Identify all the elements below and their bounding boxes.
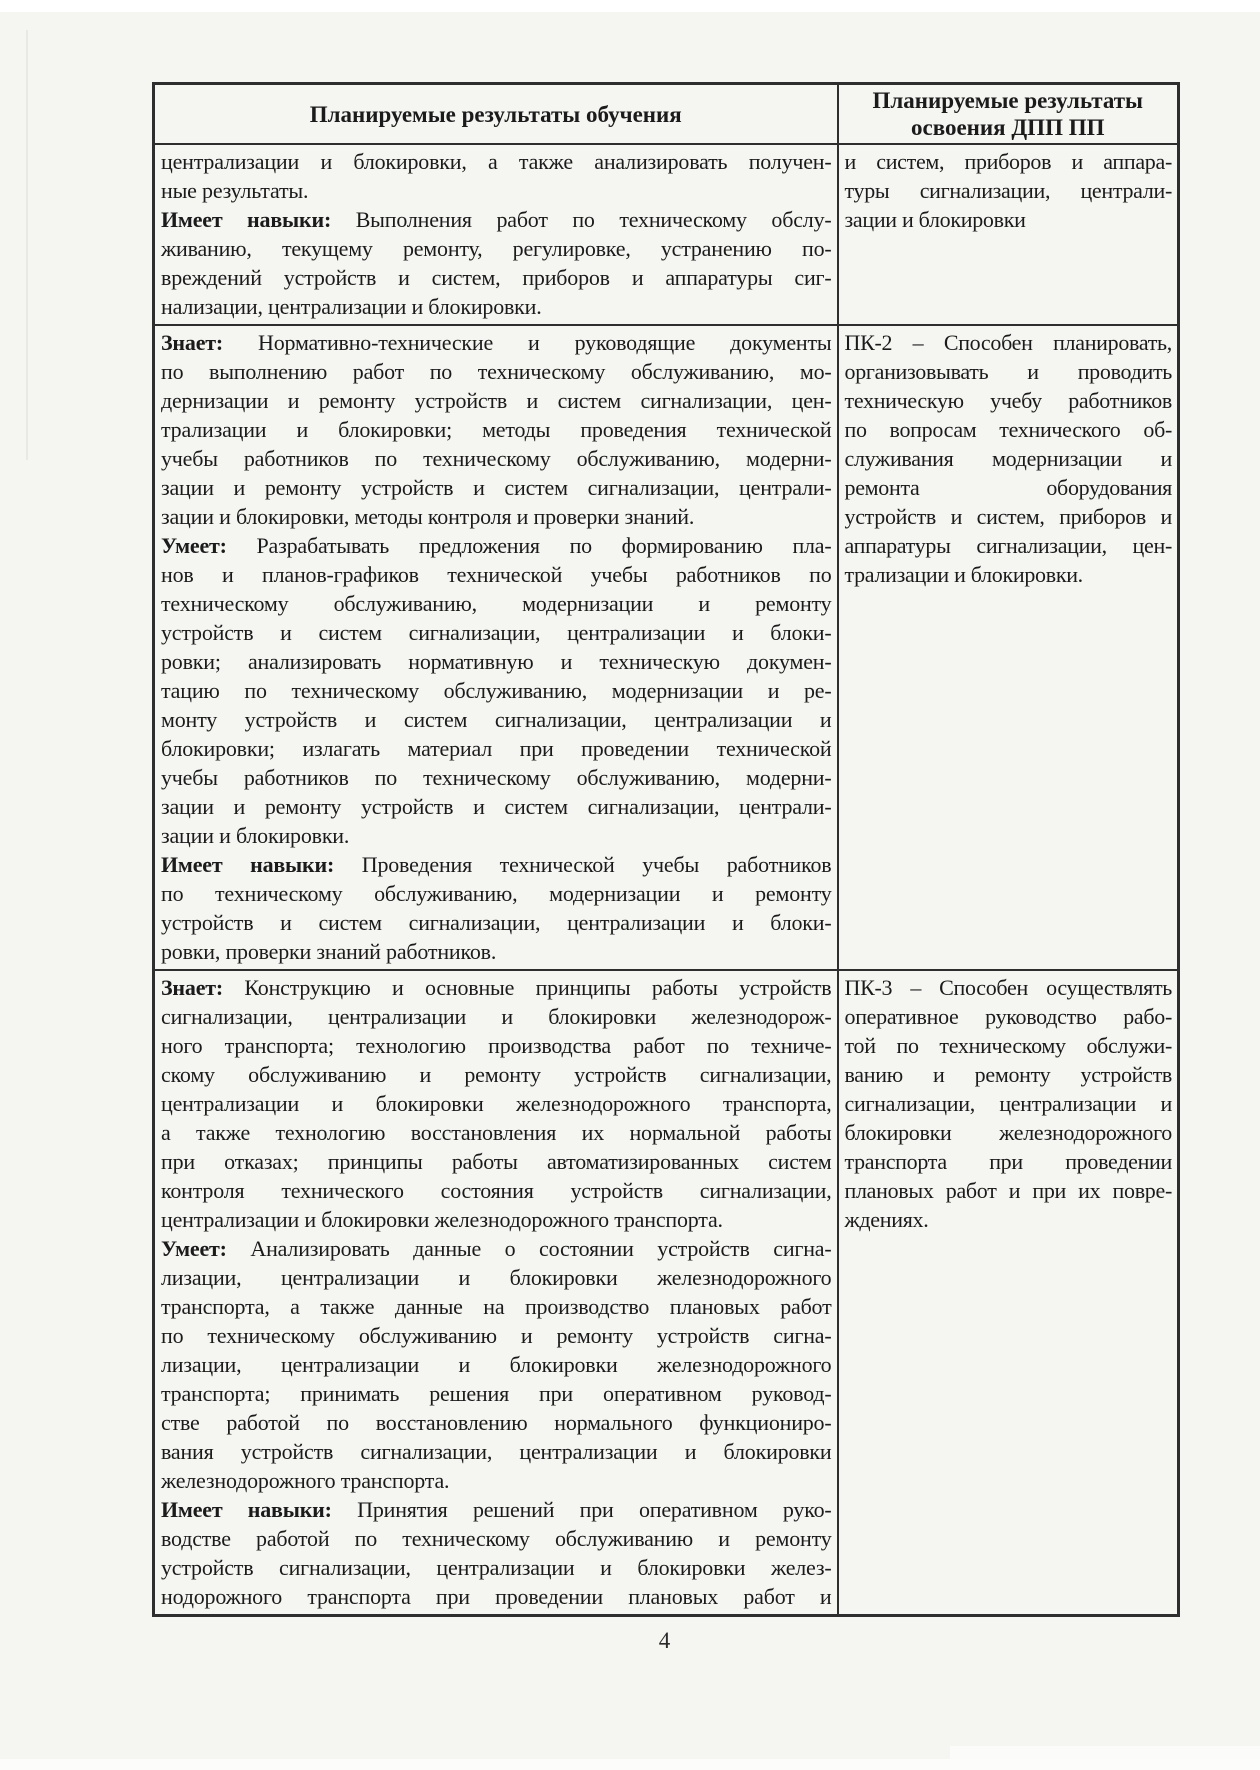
table-row <box>154 144 1179 325</box>
text-line: скому обслуживанию и ремонту устройств сигнализации, <box>161 1062 832 1087</box>
text-line: централизации и блокировки, а также анализировать получен- <box>161 149 832 174</box>
text-line: монту устройств и систем сигнализации, централизации и <box>161 707 832 732</box>
text-line: транспорта, а также данные на производство плановых работ <box>161 1294 832 1319</box>
text-line: живанию, текущему ремонту, регулировке, устранению по- <box>161 236 832 261</box>
text-line: трализации и блокировки. <box>844 562 1083 587</box>
cell-learning-outcomes <box>154 325 838 970</box>
scan-bottom-edge <box>0 1759 1260 1770</box>
cell-learning-outcomes <box>154 144 838 325</box>
text-line: сигнализации, централизации и <box>844 1091 1172 1116</box>
col-header-program-outcomes-line1: Планируемые результаты <box>872 88 1143 113</box>
text-line: централизации и блокировки железнодорожного транспорта, <box>161 1091 832 1116</box>
text-line: нодорожного транспорта при проведении плановых работ и <box>161 1584 832 1609</box>
cell-learning-outcomes <box>154 970 838 1616</box>
outcomes-table <box>152 82 1180 1617</box>
text-line: зации и блокировки, методы контроля и проверки знаний. <box>161 504 695 529</box>
text-line: при отказах; принципы работы автоматизированных систем <box>161 1149 832 1174</box>
text-line: ПК-3 – Способен осуществлять <box>844 975 1172 1000</box>
text-line: той по техническому обслужи- <box>844 1033 1172 1058</box>
table-row <box>154 970 1179 1616</box>
text-line: Имеет навыки: Принятия решений при оперативном руко- <box>161 1497 832 1522</box>
text-line: лизации, централизации и блокировки железнодорожного <box>161 1352 832 1377</box>
cell-program-outcomes <box>838 144 1179 325</box>
text-line: ремонта оборудования <box>844 475 1172 500</box>
text-line: дернизации и ремонту устройств и систем сигнализации, цен- <box>161 388 832 413</box>
text-line: вреждений устройств и систем, приборов и аппаратуры сиг- <box>161 265 832 290</box>
text-line: по техническому обслуживанию и ремонту устройств сигна- <box>161 1323 832 1348</box>
text-line: устройств и систем, приборов и <box>844 504 1172 529</box>
text-line: техническому обслуживанию, модернизации и ремонту <box>161 591 832 616</box>
col-header-program-outcomes-line2: освоения ДПП ПП <box>910 115 1105 140</box>
cell-program-outcomes <box>838 325 1179 970</box>
text-line: водстве работой по техническому обслуживанию и ремонту <box>161 1526 832 1551</box>
text-line: а также технологию восстановления их нормальной работы <box>161 1120 832 1145</box>
text-line: контроля технического состояния устройств сигнализации, <box>161 1178 832 1203</box>
col-header-learning-outcomes <box>154 84 838 145</box>
text-line: ждениях. <box>844 1207 929 1232</box>
scan-top-edge <box>0 0 1260 12</box>
text-line: ные результаты. <box>161 178 309 203</box>
text-line: ного транспорта; технологию производства работ по техниче- <box>161 1033 832 1058</box>
text-line: по техническому обслуживанию, модернизации и ремонту <box>161 881 832 906</box>
text-line: трализации и блокировки; методы проведения технической <box>161 417 832 442</box>
text-line: устройств сигнализации, централизации и блокировки желез- <box>161 1555 832 1580</box>
header-row <box>154 84 1179 145</box>
text-line: туры сигнализации, централи- <box>844 178 1172 203</box>
scan-artifact-line <box>26 30 28 460</box>
text-line: Имеет навыки: Выполнения работ по техническому обслу- <box>161 207 832 232</box>
text-line: зации и блокировки <box>844 207 1026 232</box>
text-line: транспорта при проведении <box>844 1149 1172 1174</box>
text-line: транспорта; принимать решения при оперативном руковод- <box>161 1381 832 1406</box>
text-line: нализации, централизации и блокировки. <box>161 294 542 319</box>
text-line: железнодорожного транспорта. <box>161 1468 450 1493</box>
text-line: зации и ремонту устройств и систем сигнализации, централи- <box>161 794 832 819</box>
text-line: устройств и систем сигнализации, централизации и блоки- <box>161 910 832 935</box>
text-line: служивания модернизации и <box>844 446 1172 471</box>
text-line: ванию и ремонту устройств <box>844 1062 1172 1087</box>
cell-program-outcomes <box>838 970 1179 1616</box>
text-line: Умеет: Анализировать данные о состоянии устройств сигна- <box>161 1236 832 1261</box>
text-line: лизации, централизации и блокировки железнодорожного <box>161 1265 832 1290</box>
text-line: сигнализации, централизации и блокировки железнодорож- <box>161 1004 832 1029</box>
text-line: централизации и блокировки железнодорожного транспорта. <box>161 1207 723 1232</box>
text-line: техническую учебу работников <box>844 388 1172 413</box>
text-line: плановых работ и при их повре- <box>844 1178 1172 1203</box>
text-line: блокировки; излагать материал при проведении технической <box>161 736 832 761</box>
text-line: зации и блокировки. <box>161 823 350 848</box>
page-number: 4 <box>658 1628 671 1653</box>
text-line: учебы работников по техническому обслуживанию, модерни- <box>161 765 832 790</box>
col-header-learning-outcomes-text: Планируемые результаты обучения <box>309 101 682 127</box>
text-line: по вопросам технического об- <box>844 417 1172 442</box>
text-line: стве работой по восстановлению нормального функциониро- <box>161 1410 832 1435</box>
text-line: блокировки железнодорожного <box>844 1120 1172 1145</box>
text-line: устройств и систем сигнализации, централизации и блоки- <box>161 620 832 645</box>
col-header-program-outcomes <box>838 84 1179 145</box>
table-header <box>154 84 1179 145</box>
text-line: вания устройств сигнализации, централизации и блокировки <box>161 1439 832 1464</box>
text-line: Знает: Нормативно-технические и руководящие документы <box>161 330 832 355</box>
text-line: нов и планов-графиков технической учебы работников по <box>161 562 832 587</box>
text-line: Знает: Конструкцию и основные принципы работы устройств <box>161 975 832 1000</box>
text-line: оперативное руководство рабо- <box>844 1004 1172 1029</box>
table-body <box>154 144 1179 1616</box>
text-line: Умеет: Разрабатывать предложения по формированию пла- <box>161 533 832 558</box>
text-line: и систем, приборов и аппара- <box>844 149 1172 174</box>
text-line: ровки; анализировать нормативную и техническую докумен- <box>161 649 832 674</box>
text-line: по выполнению работ по техническому обслуживанию, мо- <box>161 359 832 384</box>
text-line: организовывать и проводить <box>844 359 1172 384</box>
text-line: Имеет навыки: Проведения технической учебы работников <box>161 852 832 877</box>
text-line: ПК-2 – Способен планировать, <box>844 330 1172 355</box>
text-line: тацию по техническому обслуживанию, модернизации и ре- <box>161 678 832 703</box>
text-line: зации и ремонту устройств и систем сигнализации, централи- <box>161 475 832 500</box>
table-row <box>154 325 1179 970</box>
text-line: учебы работников по техническому обслуживанию, модерни- <box>161 446 832 471</box>
text-line: ровки, проверки знаний работников. <box>161 939 497 964</box>
text-line: аппаратуры сигнализации, цен- <box>844 533 1172 558</box>
